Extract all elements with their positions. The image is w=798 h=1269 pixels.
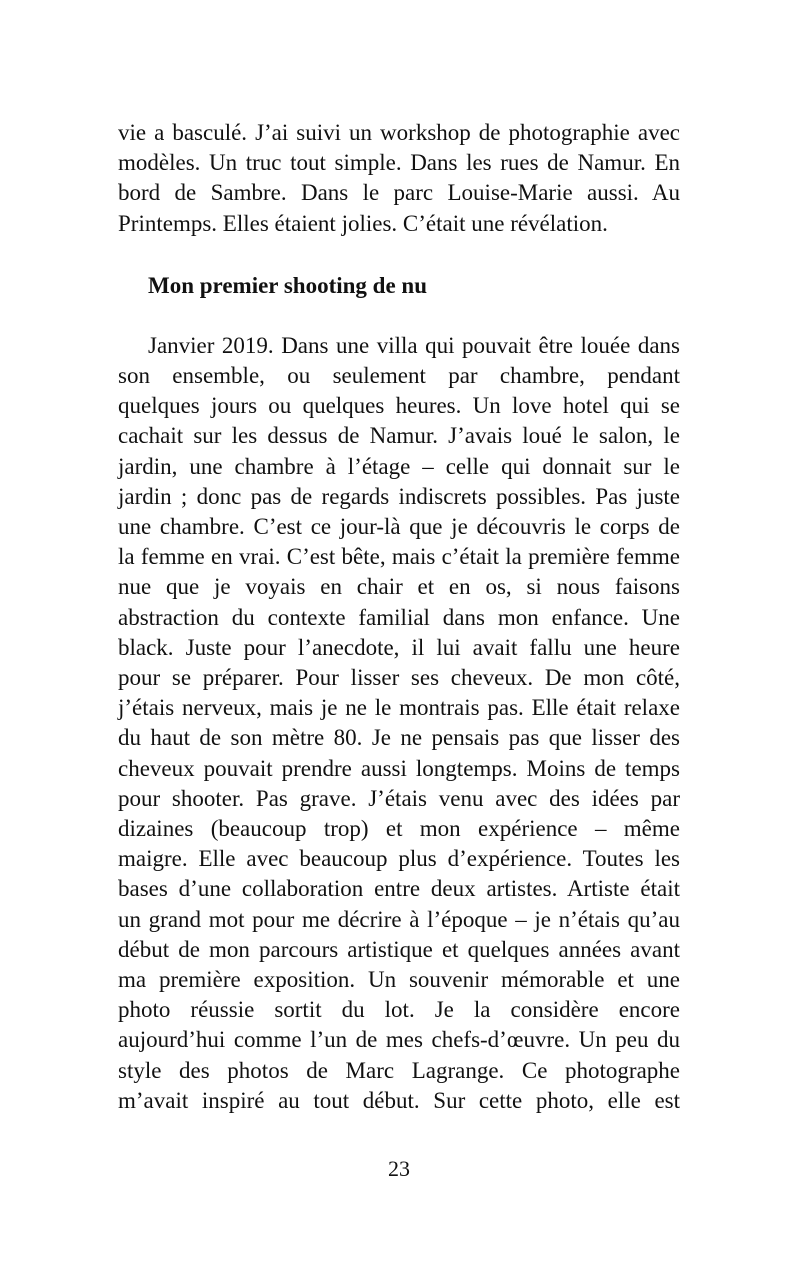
text-line: une chambre. C’est ce jour-là que je découvris le corps de [118,514,680,540]
text-line: style des photos de Marc Lagrange. Ce photographe [118,1057,680,1083]
text-line: modèles. Un truc tout simple. Dans les rues de Namur. En [118,150,680,176]
text-line: cheveux pouvait prendre aussi longtemps. Moins de temps [118,755,680,781]
text-line: son ensemble, ou seulement par chambre, pendant [118,363,680,389]
text-line: bord de Sambre. Dans le parc Louise-Marie aussi. Au [118,180,680,206]
book-page [118,118,680,1116]
body-paragraph [118,331,680,1116]
text-line: aujourd’hui comme l’un de mes chefs-d’œuvre. Un peu du [118,1027,680,1053]
text-line: quelques jours ou quelques heures. Un love hotel qui se [118,393,680,419]
text-line: Printemps. Elles étaient jolies. C’était une révélation. [118,210,608,236]
section-heading: Mon premier shooting de nu [148,272,428,298]
text-line: dizaines (beaucoup trop) et mon expérience – même [118,816,680,842]
text-line: m’avait inspiré au tout début. Sur cette photo, elle est [118,1087,680,1113]
text-line: ma première exposition. Un souvenir mémorable et une [118,967,680,993]
text-line: pour se préparer. Pour lisser ses cheveux. De mon côté, [118,665,680,691]
text-line: Janvier 2019. Dans une villa qui pouvait être louée dans [148,332,680,358]
text-line: début de mon parcours artistique et quelques années avant [118,936,680,962]
text-line: j’étais nerveux, mais je ne le montrais pas. Elle était relaxe [118,695,680,721]
intro-paragraph [118,118,680,239]
text-line: abstraction du contexte familial dans mon enfance. Une [118,604,680,630]
text-line: jardin ; donc pas de regards indiscrets possibles. Pas juste [118,483,680,509]
text-line: black. Juste pour l’anecdote, il lui avait fallu une heure [118,634,680,660]
text-line: jardin, une chambre à l’étage – celle qui donnait sur le [118,453,680,479]
text-line: vie a basculé. J’ai suivi un workshop de photographie avec [118,120,680,145]
text-line: cachait sur les dessus de Namur. J’avais loué le salon, le [118,423,680,449]
text-line: bases d’une collaboration entre deux artistes. Artiste était [118,876,680,902]
text-line: un grand mot pour me décrire à l’époque – je n’étais qu’au [118,906,680,932]
text-line: maigre. Elle avec beaucoup plus d’expérience. Toutes les [118,846,680,872]
text-line: photo réussie sortit du lot. Je la considère encore [118,997,680,1023]
text-line: la femme en vrai. C’est bête, mais c’était la première femme [118,544,680,570]
text-line: nue que je voyais en chair et en os, si nous faisons [118,574,680,600]
page-number: 23 [388,1156,410,1181]
text-line: du haut de son mètre 80. Je ne pensais pas que lisser des [118,725,680,751]
text-line: pour shooter. Pas grave. J’étais venu avec des idées par [118,785,680,811]
